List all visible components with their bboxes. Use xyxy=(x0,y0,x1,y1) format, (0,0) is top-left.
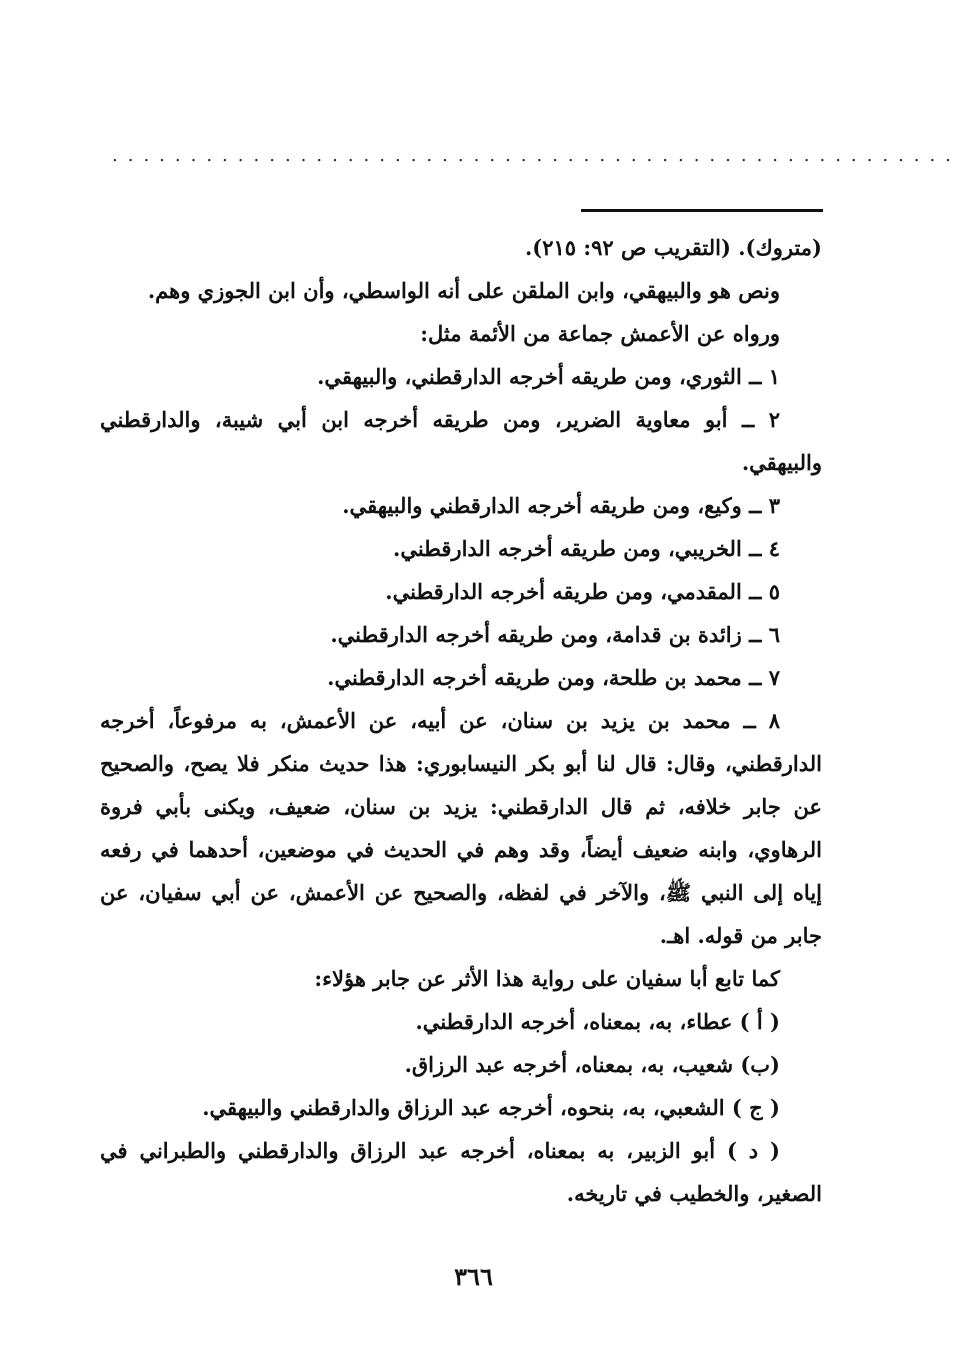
text-line: الرهاوي، وابنه ضعيف أيضاً، وقد وهم في الحديث في موضعين، أحدهما في رفعه xyxy=(100,837,822,862)
text-line: الصغير، والخطيب في تاريخه. xyxy=(566,1181,822,1206)
list-item: ( أ ) عطاء، به، بمعناه، أخرجه الدارقطني. xyxy=(415,1009,780,1034)
text-line: ونص هو والبيهقي، وابن الملقن على أنه الواسطي، وأن ابن الجوزي وهم. xyxy=(147,278,780,303)
text-line: (متروك). (التقريب ص ٩٢: ٢١٥). xyxy=(524,235,822,260)
text-line: عن جابر خلافه، ثم قال الدارقطني: يزيد بن سنان، ضعيف، ويكنى بأبي فروة xyxy=(100,794,822,819)
text-line: الدارقطني، وقال: قال لنا أبو بكر النيسابوري: هذا حديث منكر فلا يصح، والصحيح xyxy=(100,751,822,776)
list-item: ٨ ــ محمد بن يزيد بن سنان، عن أبيه، عن الأعمش، به مرفوعاً، أخرجه xyxy=(100,708,780,733)
page-number: ٣٦٦ xyxy=(454,1262,493,1291)
list-item: ٤ ــ الخريبي، ومن طريقه أخرجه الدارقطني. xyxy=(393,536,780,561)
list-item: ( ج ) الشعبي، به، بنحوه، أخرجه عبد الرزاق والدارقطني والبيهقي. xyxy=(202,1095,780,1120)
dotted-separator: ...................................................... xyxy=(112,145,961,166)
list-item: ٧ ــ محمد بن طلحة، ومن طريقه أخرجه الدارقطني. xyxy=(327,665,780,690)
list-item: ٣ ــ وكيع، ومن طريقه أخرجه الدارقطني والبيهقي. xyxy=(342,493,780,518)
list-item: (ب) شعيب، به، بمعناه، أخرجه عبد الرزاق. xyxy=(404,1052,780,1077)
text-line: إياه إلى النبي ﷺ، والآخر في لفظه، والصحيح عن الأعمش، عن أبي سفيان، عن xyxy=(100,880,822,905)
list-item: ٥ ــ المقدمي، ومن طريقه أخرجه الدارقطني. xyxy=(385,579,780,604)
page-text xyxy=(100,226,822,1215)
list-item: ١ ــ الثوري، ومن طريقه أخرجه الدارقطني، والبيهقي. xyxy=(317,364,780,389)
text-line: كما تابع أبا سفيان على رواية هذا الأثر عن جابر هؤلاء: xyxy=(314,966,780,991)
list-item: ٦ ــ زائدة بن قدامة، ومن طريقه أخرجه الدارقطني. xyxy=(330,622,780,647)
list-item: ( د ) أبو الزبير، به بمعناه، أخرجه عبد الرزاق والدارقطني والطبراني في xyxy=(100,1138,780,1163)
text-line: جابر من قوله. اهـ. xyxy=(659,923,822,948)
text-line: ورواه عن الأعمش جماعة من الأئمة مثل: xyxy=(420,321,780,346)
list-item: ٢ ــ أبو معاوية الضرير، ومن طريقه أخرجه ابن أبي شيبة، والدارقطني xyxy=(100,407,780,432)
footnote-rule xyxy=(581,209,823,212)
text-line: والبيهقي. xyxy=(741,450,822,475)
